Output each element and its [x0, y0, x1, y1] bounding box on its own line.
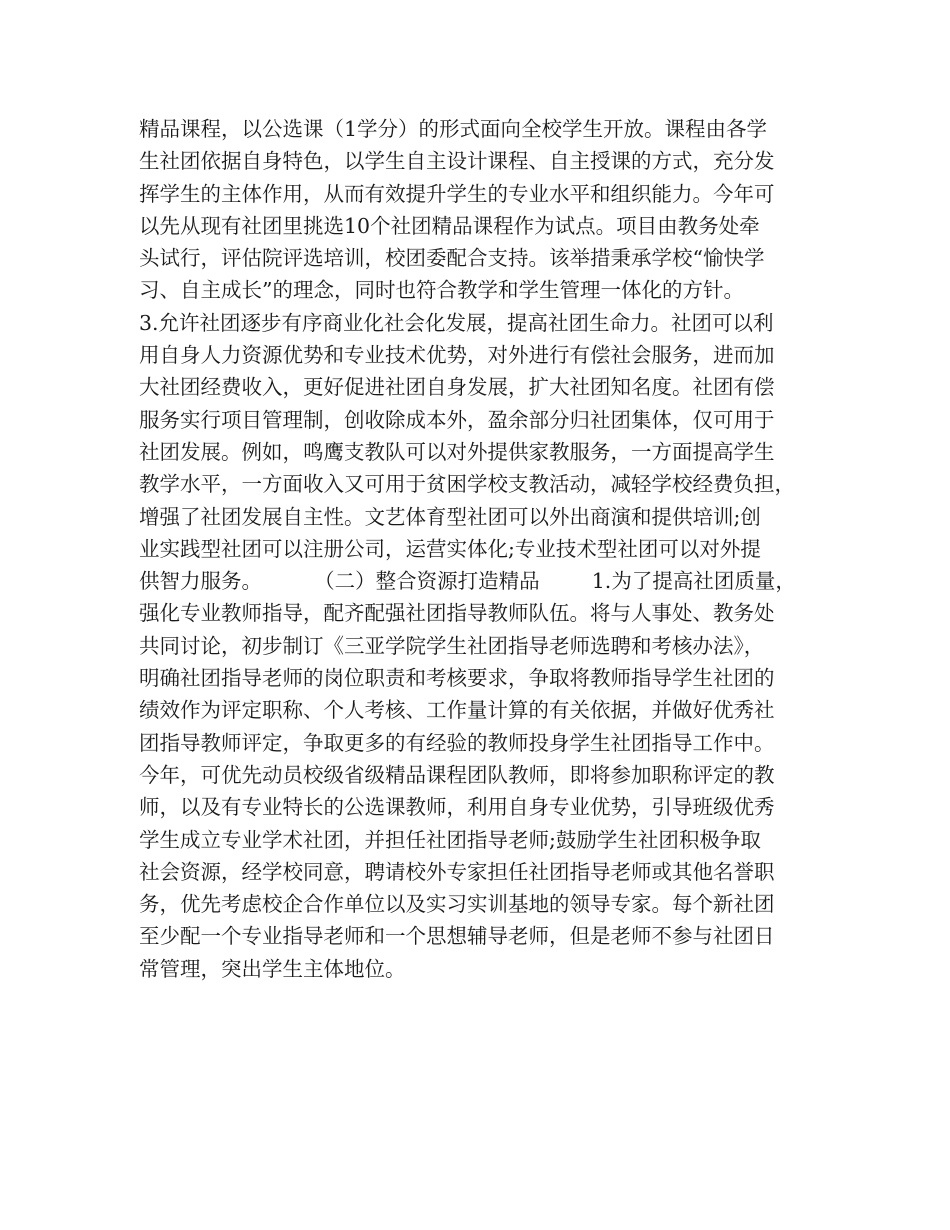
text-line: 社会资源，经学校同意，聘请校外专家担任社团指导老师或其他名誉职	[139, 859, 775, 884]
text-line: 习、自主成长”的理念，同时也符合教学和学生管理一体化的方针。	[139, 278, 744, 303]
text-line: 服务实行项目管理制，创收除成本外，盈余部分归社团集体，仅可用于	[139, 407, 775, 432]
text-line: 师，以及有专业特长的公选课教师，利用自身专业优势，引导班级优秀	[139, 795, 775, 820]
text-line: 增强了社团发展自主性。文艺体育型社团可以外出商演和提供培训;创	[139, 504, 761, 529]
text-line: 强化专业教师指导，配齐配强社团指导教师队伍。将与人事处、教务处	[139, 601, 775, 626]
body-text	[139, 113, 819, 985]
text-line: 绩效作为评定职称、个人考核、工作量计算的有关依据，并做好优秀社	[139, 698, 775, 723]
text-line: 供智力服务。 （二）整合资源打造精品 1.为了提高社团质量，	[139, 569, 796, 594]
text-line: 今年，可优先动员校级省级精品课程团队教师，即将参加职称评定的教	[139, 762, 775, 787]
text-line: 务，优先考虑校企合作单位以及实习实训基地的领导专家。每个新社团	[139, 892, 775, 917]
text-line: 教学水平，一方面收入又可用于贫困学校支教活动，减轻学校经费负担，	[139, 472, 795, 497]
text-line: 精品课程，以公选课（1学分）的形式面向全校学生开放。课程由各学	[139, 117, 768, 141]
text-line: 大社团经费收入，更好促进社团自身发展，扩大社团知名度。社团有偿	[139, 375, 775, 400]
text-line: 业实践型社团可以注册公司，运营实体化;专业技术型社团可以对外提	[139, 536, 761, 561]
text-line: 学生成立专业学术社团，并担任社团指导老师;鼓励学生社团积极争取	[139, 827, 761, 852]
text-line: 团指导教师评定，争取更多的有经验的教师投身学生社团指导工作中。	[139, 730, 775, 755]
text-line: 用自身人力资源优势和专业技术优势，对外进行有偿社会服务，进而加	[139, 343, 775, 368]
text-line: 常管理，突出学生主体地位。	[139, 956, 406, 981]
text-line: 以先从现有社团里挑选10个社团精品课程作为试点。项目由教务处牵	[139, 213, 760, 238]
text-line: 3.允许社团逐步有序商业化社会化发展，提高社团生命力。社团可以利	[139, 310, 774, 335]
text-line: 共同讨论，初步制订《三亚学院学生社团指导老师选聘和考核办法》，	[139, 633, 765, 658]
text-line: 挥学生的主体作用，从而有效提升学生的专业水平和组织能力。今年可	[139, 181, 775, 206]
text-line: 至少配一个专业指导老师和一个思想辅导老师，但是老师不参与社团日	[139, 924, 775, 949]
text-line: 社团发展。例如，鸣鹰支教队可以对外提供家教服务，一方面提高学生	[139, 439, 775, 464]
text-line: 明确社团指导老师的岗位职责和考核要求，争取将教师指导学生社团的	[139, 666, 775, 691]
text-line: 生社团依据自身特色，以学生自主设计课程、自主授课的方式，充分发	[139, 149, 775, 174]
text-line: 头试行，评估院评选培训，校团委配合支持。该举措秉承学校“愉快学	[139, 246, 765, 271]
